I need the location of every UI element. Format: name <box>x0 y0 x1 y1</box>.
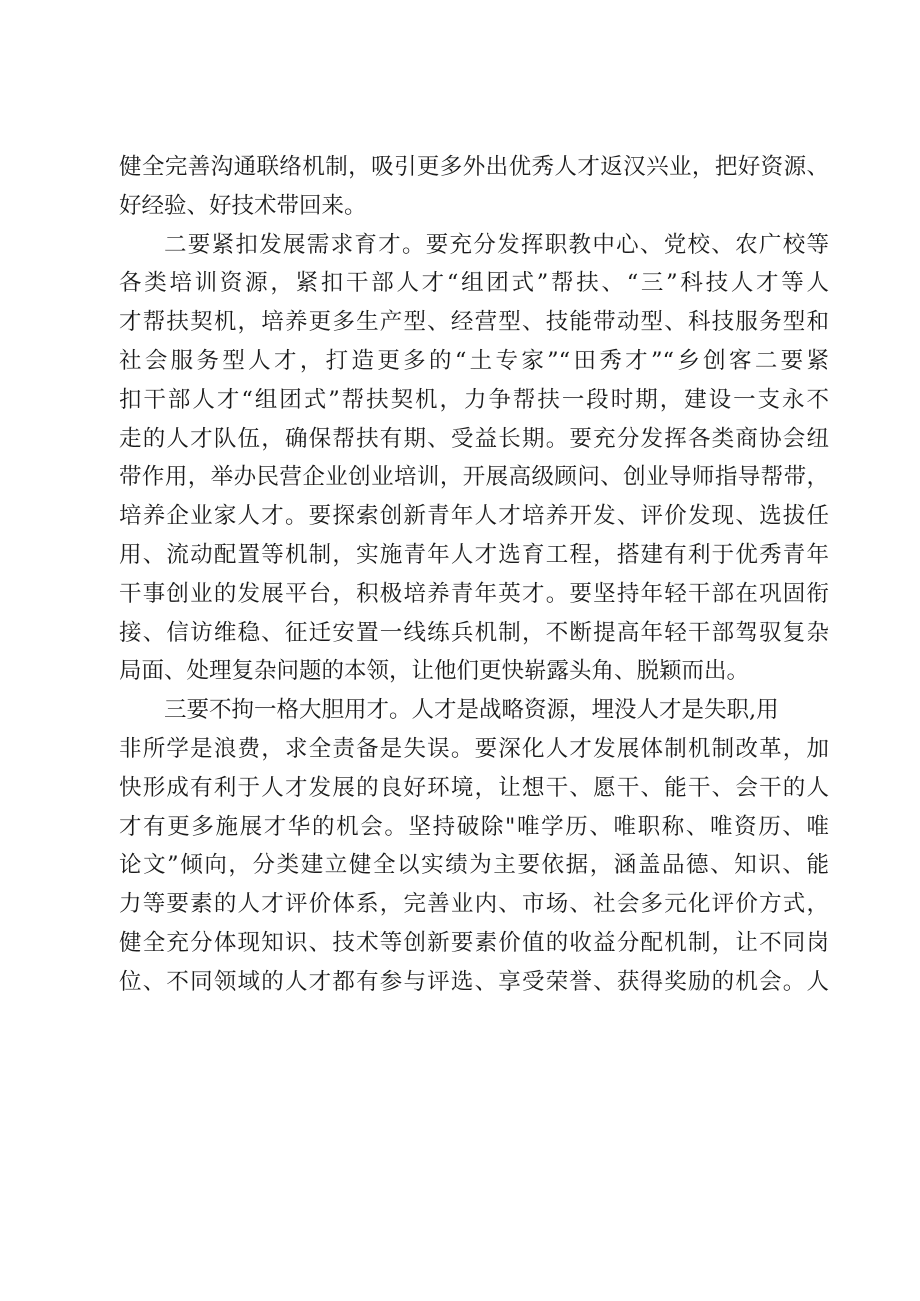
paragraph-2-line: 走的人才队伍，确保帮扶有期、受益长期。要充分发挥各类商协会纽 <box>119 425 829 452</box>
paragraph-2-line: 各类培训资源，紧扣干部人才“组团式”帮扶、“三”科技人才等人 <box>119 270 829 297</box>
paragraph-1-line: 好经验、好技术带回来。 <box>119 192 367 219</box>
paragraph-2-line: 培养企业家人才。要探索创新青年人才培养开发、评价发现、选拔任 <box>119 503 829 530</box>
paragraph-2-line: 干事创业的发展平台，积极培养青年英才。要坚持年轻干部在巩固衔 <box>119 580 829 607</box>
paragraph-3-line: 非所学是浪费，求全责备是失误。要深化人才发展体制机制改革，加 <box>119 735 829 762</box>
paragraph-1-line: 健全完善沟通联络机制，吸引更多外出优秀人才返汉兴业，把好资源、 <box>119 154 829 180</box>
document-body <box>119 148 829 1002</box>
paragraph-2-line: 用、流动配置等机制，实施青年人才选育工程，搭建有利于优秀青年 <box>119 541 829 568</box>
paragraph-3-line: 论文”倾向，分类建立健全以实绩为主要依据，涵盖品德、知识、能 <box>119 852 829 879</box>
paragraph-2-line: 局面、处理复杂问题的本领，让他们更快崭露头角、脱颖而出。 <box>119 658 750 685</box>
paragraph-3-line: 才有更多施展才华的机会。坚持破除"唯学历、唯职称、唯资历、唯 <box>119 813 829 840</box>
paragraph-3-line: 力等要素的人才评价体系，完善业内、市场、社会多元化评价方式， <box>119 891 829 918</box>
paragraph-3-line: 健全充分体现知识、技术等创新要素价值的收益分配机制，让不同岗 <box>119 929 829 956</box>
paragraph-3-first-line: 三要不拘一格大胆用才。人才是战略资源，埋没人才是失职,用 <box>164 697 779 724</box>
paragraph-2-line: 带作用，举办民营企业创业培训，开展高级顾问、创业导师指导帮带， <box>119 464 829 491</box>
paragraph-2-first-line: 二要紧扣发展需求育才。要充分发挥职教中心、党校、农广校等 <box>164 231 829 258</box>
paragraph-3-line: 快形成有利于人才发展的良好环境，让想干、愿干、能干、会干的人 <box>119 774 829 801</box>
paragraph-2-line: 扣干部人才“组团式”帮扶契机，力争帮扶一段时期，建设一支永不 <box>119 386 829 413</box>
paragraph-3-line: 位、不同领域的人才都有参与评选、享受荣誉、获得奖励的机会。人 <box>119 968 829 995</box>
paragraph-2-line: 才帮扶契机，培养更多生产型、经营型、技能带动型、科技服务型和 <box>119 309 829 336</box>
paragraph-2-line: 接、信访维稳、征迁安置一线练兵机制，不断提高年轻干部驾驭复杂 <box>119 619 829 646</box>
paragraph-2-line: 社会服务型人才，打造更多的“土专家”“田秀才”“乡创客二要紧 <box>119 347 829 374</box>
